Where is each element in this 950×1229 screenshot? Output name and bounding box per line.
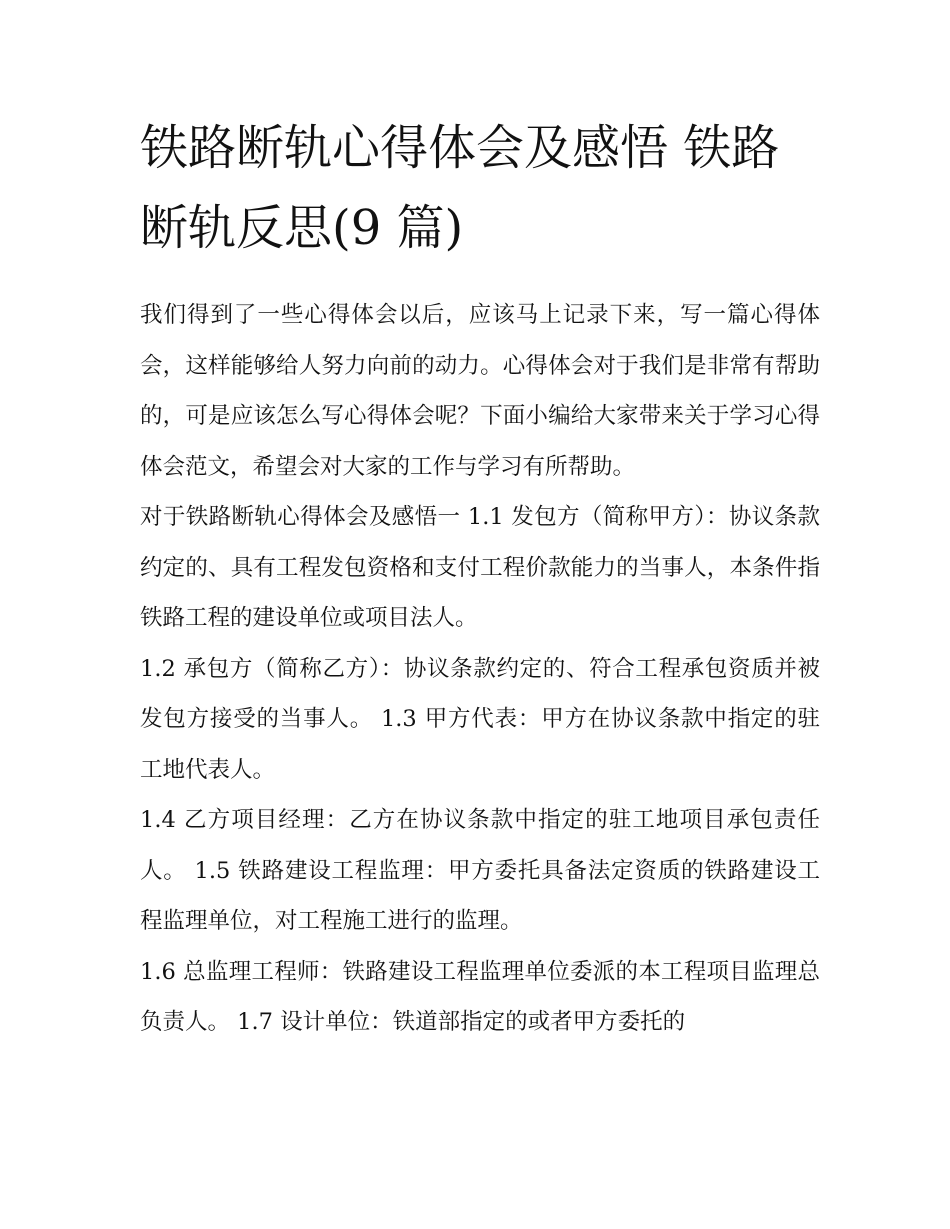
paragraph-1-1: 对于铁路断轨心得体会及感悟一 1.1 发包方（简称甲方）：协议条款约定的、具有工程发包资格和支付工程价款能力的当事人，本条件指铁路工程的建设单位或项目法人。 [140,504,820,631]
document-title: 铁路断轨心得体会及感悟 铁路断轨反思(9 篇) [140,120,780,256]
document-page [140,108,820,1048]
paragraph-1-4: 1.4 乙方项目经理：乙方在协议条款中指定的驻工地项目承包责任人。 1.5 铁路建设工程监理：甲方委托具备法定资质的铁路建设工程监理单位，对工程施工进行的监理。 [140,807,820,934]
paragraph-1-2: 1.2 承包方（简称乙方）：协议条款约定的、符合工程承包资质并被发包方接受的当事人。 1.3 甲方代表：甲方在协议条款中指定的驻工地代表人。 [140,655,820,783]
paragraph-intro: 我们得到了一些心得体会以后，应该马上记录下来，写一篇心得体会，这样能够给人努力向前的动力。心得体会对于我们是非常有帮助的，可是应该怎么写心得体会呢？下面小编给大家带来关于学习心得体会范文，希望会对大家的工作与学习有所帮助。 [140,302,820,480]
paragraph-1-6: 1.6 总监理工程师：铁路建设工程监理单位委派的本工程项目监理总负责人。 1.7 设计单位：铁道部指定的或者甲方委托的 [140,958,820,1035]
